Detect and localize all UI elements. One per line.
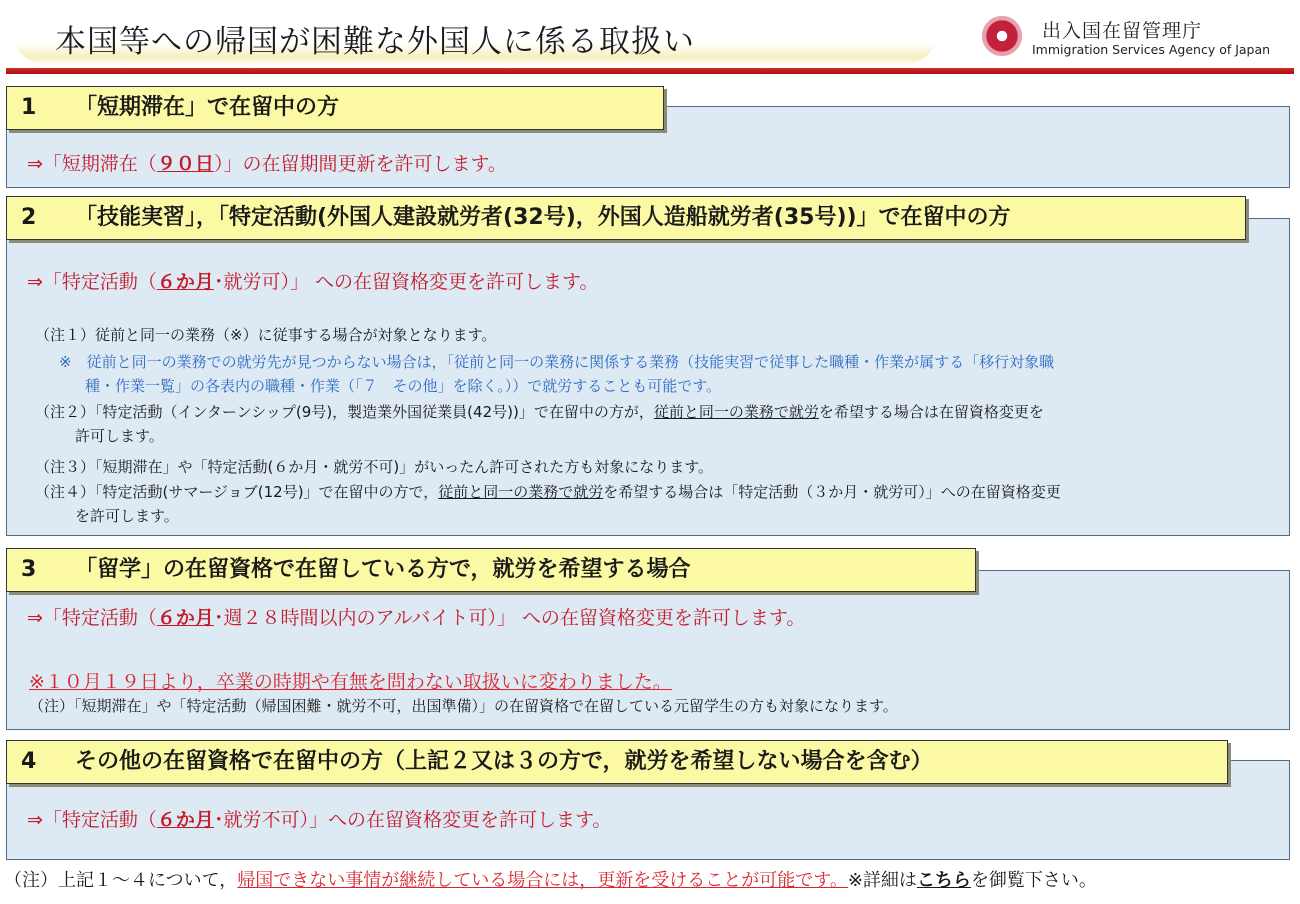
- agency-emblem-icon: [982, 16, 1022, 56]
- section-2-note-1-star: ※ 従前と同一の業務での就労先が見つからない場合は，「従前と同一の業務に関係する業務（技能実習で従事した職種・作業が属する「移行対象職: [59, 353, 1055, 371]
- section-3-box: [6, 570, 1290, 730]
- section-3-rule: ⇒「特定活動（６か月･週２８時間以内のアルバイト可）」 への在留資格変更を許可します。: [27, 607, 806, 629]
- section-2-box: [6, 218, 1290, 536]
- section-2-note-4-cont: を許可します。: [75, 507, 179, 525]
- section-4-heading: 4 その他の在留資格で在留中の方（上記２又は３の方で，就労を希望しない場合を含む）: [6, 740, 1228, 784]
- details-link[interactable]: こちら: [916, 870, 971, 891]
- section-2-note-2: （注２）「特定活動（インターンシップ(9号)，製造業外国従業員(42号))」で在留中の方が，従前と同一の業務で就労を希望する場合は在留資格変更を: [35, 403, 1044, 421]
- section-2-note-1: （注１）従前と同一の業務（※）に従事する場合が対象となります。: [35, 326, 497, 344]
- section-2-note-1-star-cont: 種・作業一覧」の各表内の職種・作業（「７ その他」を除く。））で就労することも可能です。: [85, 377, 722, 395]
- section-3-note: （注）「短期滞在」や「特定活動（帰国困難・就労不可，出国準備）」の在留資格で在留している元留学生の方も対象になります。: [29, 697, 898, 715]
- section-2-note-3: （注３）「短期滞在」や「特定活動(６か月・就労不可)」がいったん許可された方も対象になります。: [35, 458, 714, 476]
- section-2-heading: 2 「技能実習」，「特定活動(外国人建設就労者(32号)，外国人造船就労者(35号))」で在留中の方: [6, 196, 1246, 240]
- agency-name-ja: 出入国在留管理庁: [1042, 20, 1203, 42]
- section-3-heading: 3 「留学」の在留資格で在留している方で，就労を希望する場合: [6, 548, 976, 592]
- section-2-rule: ⇒「特定活動（６か月･就労可）」 への在留資格変更を許可します。: [27, 271, 599, 293]
- section-4-rule: ⇒「特定活動（６か月･就労不可）」への在留資格変更を許可します。: [27, 809, 612, 831]
- section-2-period: ６か月: [156, 271, 214, 293]
- section-2-note-4: （注４）「特定活動(サマージョブ(12号)」で在留中の方で，従前と同一の業務で就労を希望する場合は「特定活動（３か月・就労可）」への在留資格変更: [35, 483, 1061, 501]
- footer-note: （注）上記１～４について，帰国できない事情が継続している場合には，更新を受けることが可能です。※詳細はこちらを御覧下さい。: [4, 870, 1097, 891]
- page-header: [0, 0, 1300, 78]
- agency-logo: [980, 14, 1290, 64]
- section-3-period: ６か月: [156, 607, 214, 629]
- page-title: 本国等への帰国が困難な外国人に係る取扱い: [55, 24, 695, 60]
- section-1-rule: ⇒「短期滞在（９０日）」の在留期間更新を許可します。: [27, 153, 507, 175]
- section-4-period: ６か月: [156, 809, 214, 831]
- section-1-period: ９０日: [156, 153, 214, 175]
- footer-renewal-note: 帰国できない事情が継続している場合には，更新を受けることが可能です。: [237, 870, 848, 891]
- section-1-heading: 1 「短期滞在」で在留中の方: [6, 86, 664, 130]
- section-2-note-2-cont: 許可します。: [75, 427, 164, 445]
- section-3-update-note: ※１０月１９日より，卒業の時期や有無を問わない取扱いに変わりました。: [29, 671, 672, 693]
- header-divider: [6, 68, 1294, 74]
- agency-name-en: Immigration Services Agency of Japan: [1032, 42, 1271, 57]
